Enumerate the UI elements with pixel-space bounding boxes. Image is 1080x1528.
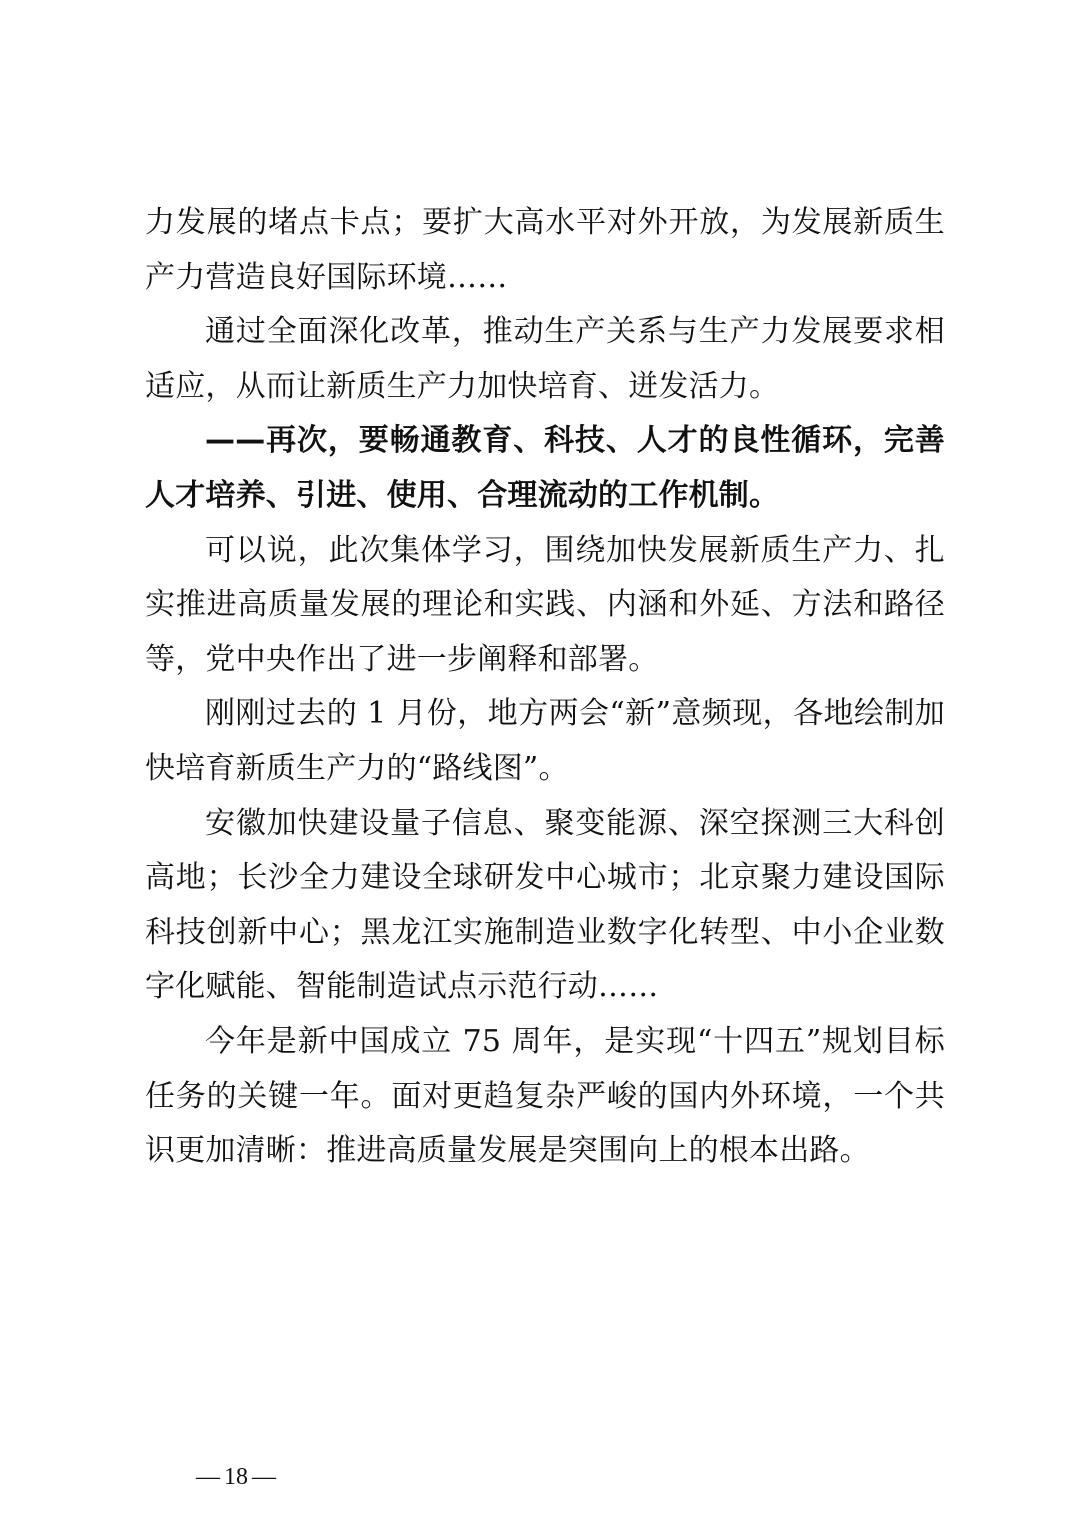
footer-dash-left: — (196, 1464, 220, 1490)
paragraph: 可以说，此次集体学习，围绕加快发展新质生产力、扎实推进高质量发展的理论和实践、内涵和外延、方法和路径等，党中央作出了进一步阐释和部署。 (145, 532, 945, 677)
document-body (145, 196, 945, 1179)
paragraph: 刚刚过去的 1 月份，地方两会“新”意频现，各地绘制加快培育新质生产力的“路线图”。 (145, 696, 945, 786)
footer-dash-right: — (252, 1464, 276, 1490)
bold-heading-paragraph: ——再次，要畅通教育、科技、人才的良性循环，完善人才培养、引进、使用、合理流动的工作机制。 (145, 423, 945, 513)
paragraph: 今年是新中国成立 75 周年，是实现“十四五”规划目标任务的关键一年。面对更趋复杂严峻的国内外环境，一个共识更加清晰：推进高质量发展是突围向上的根本出路。 (145, 1023, 945, 1169)
page-number: 18 (224, 1464, 248, 1490)
page-footer (196, 1462, 316, 1492)
paragraph: 安徽加快建设量子信息、聚变能源、深空探测三大科创高地；长沙全力建设全球研发中心城市；北京聚力建设国际科技创新中心；黑龙江实施制造业数字化转型、中小企业数字化赋能、智能制造试点示范行动…… (145, 805, 945, 1005)
paragraph: 力发展的堵点卡点；要扩大高水平对外开放，为发展新质生产力营造良好国际环境…… (145, 205, 945, 295)
paragraph: 通过全面深化改革，推动生产关系与生产力发展要求相适应，从而让新质生产力加快培育、迸发活力。 (145, 314, 945, 404)
